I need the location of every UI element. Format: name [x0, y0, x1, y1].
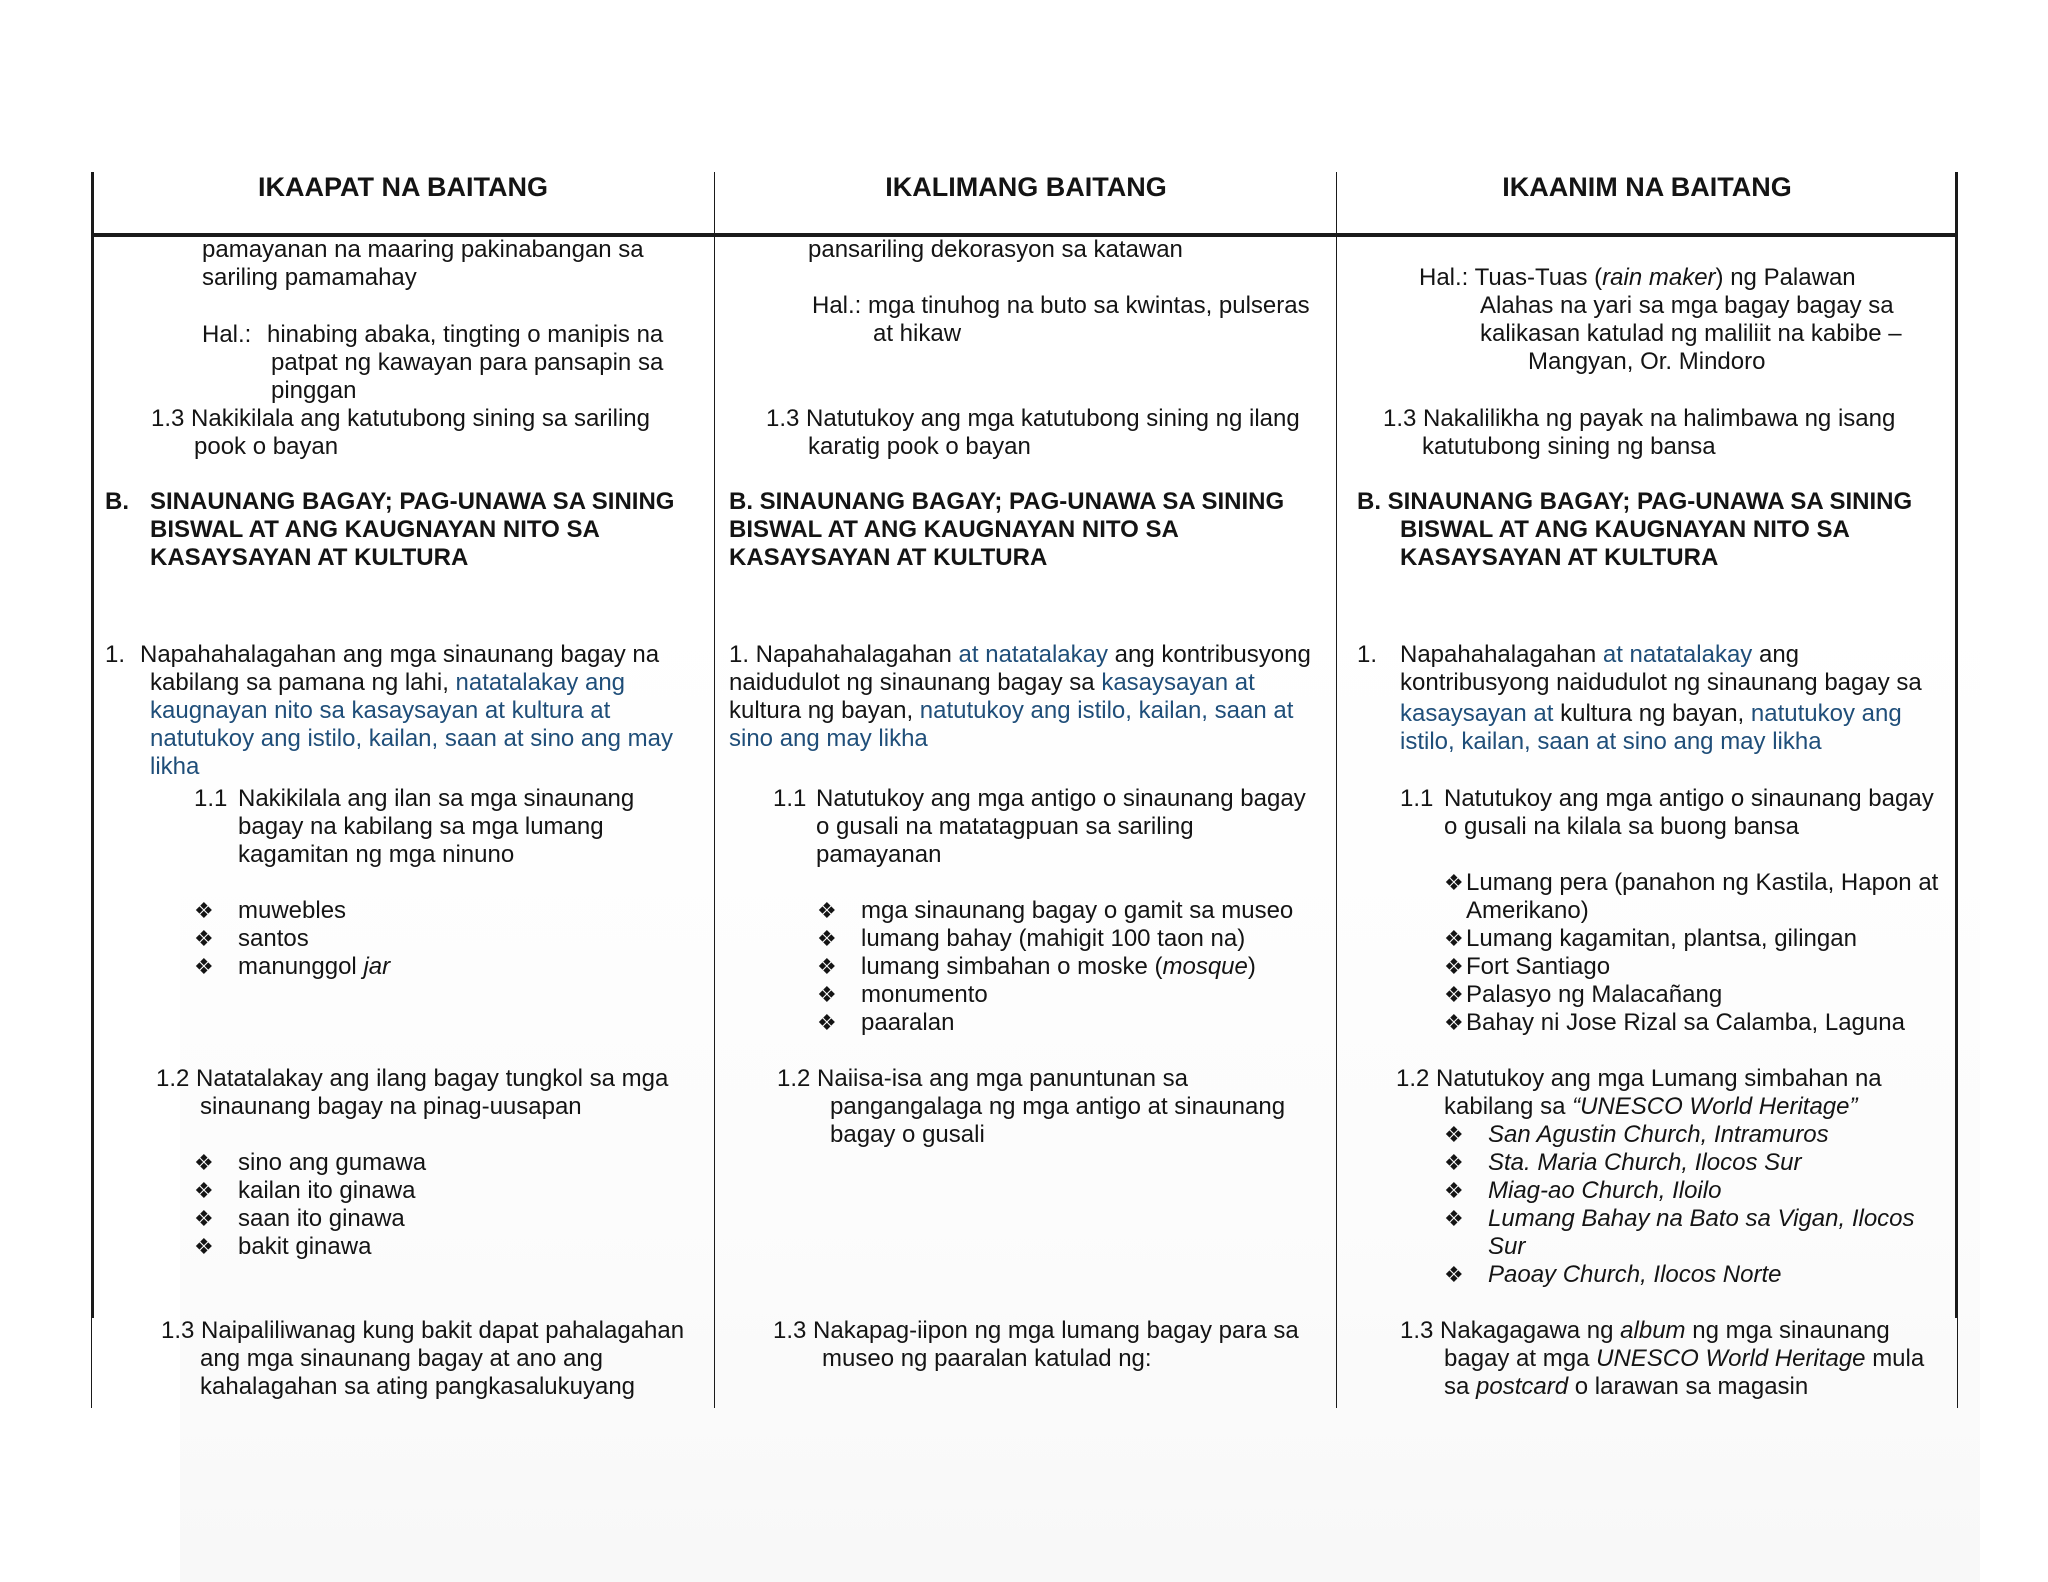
objective-highlight: natutukoy ang istilo, kailan, saan at — [919, 697, 1294, 724]
objective-1 — [1400, 700, 1902, 728]
table-right-border — [1955, 172, 1958, 492]
list-item: Sta. Maria Church, Ilocos Sur — [1488, 1149, 1802, 1176]
bullet-icon: ❖ — [1444, 954, 1464, 979]
objective-text: naidudulot ng sinaunang bagay sa — [729, 669, 1095, 696]
example-text: Mangyan, Or. Mindoro — [1528, 348, 1766, 375]
continuation-line: sariling pamamahay — [202, 264, 417, 291]
example-text: at hikaw — [873, 320, 962, 347]
list-item: Sur — [1488, 1233, 1526, 1260]
section-b-heading: BISWAL AT ANG KAUGNAYAN NITO SA — [150, 516, 600, 543]
list-item: Amerikano) — [1466, 897, 1589, 924]
list-item: Bahay ni Jose Rizal sa Calamba, Laguna — [1466, 1009, 1905, 1036]
competency-text: mula — [1872, 1345, 1925, 1372]
list-item-text: ) — [1247, 953, 1256, 980]
example-text: hinabing abaka, tingting o manipis na — [267, 321, 664, 348]
objective-1-number: 1. — [1357, 641, 1378, 668]
objective-highlight: natatalakay ang — [455, 669, 626, 696]
competency-text: kabilang sa — [1444, 1093, 1566, 1120]
bullet-icon: ❖ — [194, 1234, 214, 1259]
competency-text: ng mga sinaunang — [1692, 1317, 1890, 1344]
competency-italic: “UNESCO World Heritage” — [1572, 1093, 1858, 1120]
competency-1-3: 1.3 Natutukoy ang mga katutubong sining ng ilang — [766, 405, 1300, 432]
section-b-heading: KASAYSAYAN AT KULTURA — [1400, 544, 1719, 571]
objective-text: kultura ng bayan, — [1560, 700, 1745, 727]
column-divider-1 — [714, 172, 715, 1408]
list-item-italic: mosque — [1162, 953, 1248, 980]
table-right-border-lower — [1957, 1318, 1958, 1408]
objective-text: ang — [1758, 641, 1800, 668]
list-item: paaralan — [861, 1009, 955, 1036]
competency-1-1: o gusali na kilala sa buong bansa — [1444, 813, 1799, 840]
list-item: lumang bahay (mahigit 100 taon na) — [861, 925, 1246, 952]
example-text-part: Hal.: Tuas-Tuas ( — [1419, 264, 1603, 291]
bullet-icon: ❖ — [817, 982, 837, 1007]
example-text: kalikasan katulad ng maliliit na kabibe – — [1480, 320, 1902, 347]
section-b-label: B. — [105, 488, 129, 515]
continuation-line: pamayanan na maaring pakinabangan sa — [202, 236, 644, 263]
list-item: Lumang Bahay na Bato sa Vigan, Ilocos — [1488, 1205, 1915, 1232]
list-item: Lumang kagamitan, plantsa, gilingan — [1466, 925, 1857, 952]
objective-1: likha — [150, 753, 200, 780]
bullet-icon: ❖ — [1444, 1178, 1464, 1203]
bullet-icon: ❖ — [1444, 1206, 1464, 1231]
competency-1-3: karatig pook o bayan — [808, 433, 1031, 460]
list-item: Miag-ao Church, Iloilo — [1488, 1177, 1722, 1204]
objective-highlight: natutukoy ang — [1750, 700, 1902, 727]
objective-highlight: at natatalakay — [958, 641, 1108, 668]
section-b-heading: KASAYSAYAN AT KULTURA — [729, 544, 1048, 571]
objective-1 — [729, 697, 1293, 725]
section-b-heading: KASAYSAYAN AT KULTURA — [150, 544, 469, 571]
objective-highlight: kasaysayan at — [1101, 669, 1255, 696]
list-item-text: lumang simbahan o moske ( — [861, 953, 1163, 980]
objective-text: 1. Napahahalagahan — [729, 641, 952, 668]
objective-1: istilo, kailan, saan at sino ang may likha — [1400, 728, 1822, 755]
competency-text: sa — [1444, 1373, 1470, 1400]
competency-1-3: 1.3 Nakikilala ang katutubong sining sa sariling — [151, 405, 650, 432]
competency-1-2 — [1444, 1093, 1857, 1121]
competency-1-1-number: 1.1 — [194, 785, 228, 812]
bullet-icon: ❖ — [1444, 1010, 1464, 1035]
competency-1-3: 1.3 Nakalilikha ng payak na halimbawa ng isang — [1383, 405, 1896, 432]
competency-1-2: 1.2 Natatalakay ang ilang bagay tungkol sa mga — [156, 1065, 669, 1092]
list-item-italic: jar — [363, 953, 391, 980]
competency-1-3-b: ang mga sinaunang bagay at ano ang — [200, 1345, 603, 1372]
bullet-icon: ❖ — [1444, 1262, 1464, 1287]
column-header-grade-4: IKAAPAT NA BAITANG — [258, 172, 548, 202]
example-text: patpat ng kawayan para pansapin sa — [271, 349, 664, 376]
objective-highlight: kasaysayan at — [1400, 700, 1554, 727]
bullet-icon: ❖ — [194, 954, 214, 979]
list-item: San Agustin Church, Intramuros — [1488, 1121, 1829, 1148]
objective-text: ang kontribusyong — [1114, 641, 1311, 668]
section-b-heading: B. SINAUNANG BAGAY; PAG-UNAWA SA SINING — [729, 488, 1285, 515]
competency-italic: UNESCO World Heritage — [1596, 1345, 1866, 1372]
objective-1: natutukoy ang istilo, kailan, saan at sino ang may — [150, 725, 673, 752]
competency-1-1: o gusali na matatagpuan sa sariling — [816, 813, 1194, 840]
list-item: saan ito ginawa — [238, 1205, 405, 1232]
competency-1-3-b: kahalagahan sa ating pangkasalukuyang — [200, 1373, 636, 1400]
objective-text: Napahahalagahan — [1400, 641, 1597, 668]
section-b-heading: B. SINAUNANG BAGAY; PAG-UNAWA SA SINING — [1357, 488, 1913, 515]
list-item: santos — [238, 925, 309, 952]
example-text: Alahas na yari sa mga bagay bagay sa — [1480, 292, 1894, 319]
competency-italic: postcard — [1476, 1373, 1569, 1400]
list-item: sino ang gumawa — [238, 1149, 427, 1176]
list-item: bakit ginawa — [238, 1233, 372, 1260]
objective-1 — [1400, 641, 1799, 669]
competency-1-1-number: 1.1 — [1400, 785, 1434, 812]
column-header-grade-5: IKALIMANG BAITANG — [885, 172, 1167, 202]
competency-1-3-b: 1.3 Naipaliliwanag kung bakit dapat pahalagahan — [161, 1317, 685, 1344]
bullet-icon: ❖ — [194, 926, 214, 951]
list-item: monumento — [861, 981, 988, 1008]
column-divider-2 — [1336, 172, 1337, 1408]
objective-1: kaugnayan nito sa kasaysayan at kultura at — [150, 697, 611, 724]
objective-1 — [729, 669, 1255, 697]
competency-1-3-b — [1444, 1373, 1808, 1401]
list-item: Fort Santiago — [1466, 953, 1611, 980]
objective-1: Napahahalagahan ang mga sinaunang bagay na — [140, 641, 660, 668]
section-b-heading: BISWAL AT ANG KAUGNAYAN NITO SA — [729, 516, 1179, 543]
bullet-icon: ❖ — [817, 954, 837, 979]
bullet-icon: ❖ — [1444, 870, 1464, 895]
competency-1-2: sinaunang bagay na pinag-uusapan — [200, 1093, 582, 1120]
competency-italic: album — [1620, 1317, 1686, 1344]
competency-1-1: bagay na kabilang sa mga lumang — [238, 813, 604, 840]
table-left-border-lower — [91, 1318, 92, 1408]
section-b-heading: SINAUNANG BAGAY; PAG-UNAWA SA SINING — [150, 488, 675, 515]
competency-1-1: Nakikilala ang ilan sa mga sinaunang — [238, 785, 635, 812]
bullet-icon: ❖ — [194, 1150, 214, 1175]
competency-1-3-b — [1400, 1317, 1890, 1345]
example-text-part: ) ng Palawan — [1715, 264, 1856, 291]
bullet-icon: ❖ — [194, 898, 214, 923]
list-item: Paoay Church, Ilocos Norte — [1488, 1261, 1782, 1288]
table-left-border — [91, 172, 94, 1318]
column-header-grade-6: IKAANIM NA BAITANG — [1502, 172, 1792, 202]
objective-1: kontribusyong naidudulot ng sinaunang bagay sa — [1400, 669, 1922, 696]
objective-1 — [729, 641, 1311, 669]
competency-1-3: katutubong sining ng bansa — [1422, 433, 1716, 460]
competency-text: bagay at mga — [1444, 1345, 1590, 1372]
objective-1 — [150, 669, 625, 697]
continuation-line: pansariling dekorasyon sa katawan — [808, 236, 1183, 263]
list-item: Palasyo ng Malacañang — [1466, 981, 1723, 1008]
bullet-icon: ❖ — [817, 898, 837, 923]
competency-text: o larawan sa magasin — [1574, 1373, 1809, 1400]
competency-1-3-b — [1444, 1345, 1924, 1373]
competency-1-1: Natutukoy ang mga antigo o sinaunang bagay — [816, 785, 1306, 812]
objective-1-number: 1. — [105, 641, 126, 668]
objective-1: sino ang may likha — [729, 725, 928, 752]
competency-1-1: Natutukoy ang mga antigo o sinaunang bagay — [1444, 785, 1934, 812]
competency-1-2: 1.2 Natutukoy ang mga Lumang simbahan na — [1396, 1065, 1882, 1092]
competency-1-3-b: museo ng paaralan katulad ng: — [822, 1345, 1152, 1372]
bullet-icon: ❖ — [1444, 1150, 1464, 1175]
competency-1-1: pamayanan — [816, 841, 942, 868]
example-text: Hal.: mga tinuhog na buto sa kwintas, pulseras — [812, 292, 1310, 319]
competency-1-1-number: 1.1 — [773, 785, 807, 812]
competency-1-3: pook o bayan — [194, 433, 339, 460]
section-b-heading: BISWAL AT ANG KAUGNAYAN NITO SA — [1400, 516, 1850, 543]
table-right-border-mid — [1955, 492, 1958, 1318]
bullet-icon: ❖ — [1444, 926, 1464, 951]
competency-1-3-b: 1.3 Nakapag-iipon ng mga lumang bagay para sa — [773, 1317, 1299, 1344]
competency-1-2: bagay o gusali — [830, 1121, 985, 1148]
objective-text: kabilang sa pamana ng lahi, — [150, 669, 449, 696]
list-item-text: manunggol — [238, 953, 357, 980]
example-italic: rain maker — [1602, 264, 1716, 291]
list-item — [238, 953, 390, 981]
list-item: Lumang pera (panahon ng Kastila, Hapon at — [1466, 869, 1939, 896]
example-text: pinggan — [271, 377, 357, 404]
list-item: mga sinaunang bagay o gamit sa museo — [861, 897, 1294, 924]
list-item: muwebles — [238, 897, 347, 924]
bullet-icon: ❖ — [194, 1206, 214, 1231]
objective-highlight: at natatalakay — [1602, 641, 1753, 668]
bullet-icon: ❖ — [817, 1010, 837, 1035]
bullet-icon: ❖ — [1444, 1122, 1464, 1147]
objective-text: kultura ng bayan, — [729, 697, 914, 724]
competency-1-2: 1.2 Naiisa-isa ang mga panuntunan sa — [777, 1065, 1188, 1092]
list-item: kailan ito ginawa — [238, 1177, 416, 1204]
competency-text: 1.3 Nakagagawa ng — [1400, 1317, 1614, 1344]
example-text — [1419, 264, 1856, 292]
bullet-icon: ❖ — [1444, 982, 1464, 1007]
list-item — [861, 953, 1256, 981]
competency-1-1: kagamitan ng mga ninuno — [238, 841, 515, 868]
competency-1-2: pangangalaga ng mga antigo at sinaunang — [830, 1093, 1286, 1120]
example-label: Hal.: — [202, 321, 252, 348]
bullet-icon: ❖ — [817, 926, 837, 951]
bullet-icon: ❖ — [194, 1178, 214, 1203]
